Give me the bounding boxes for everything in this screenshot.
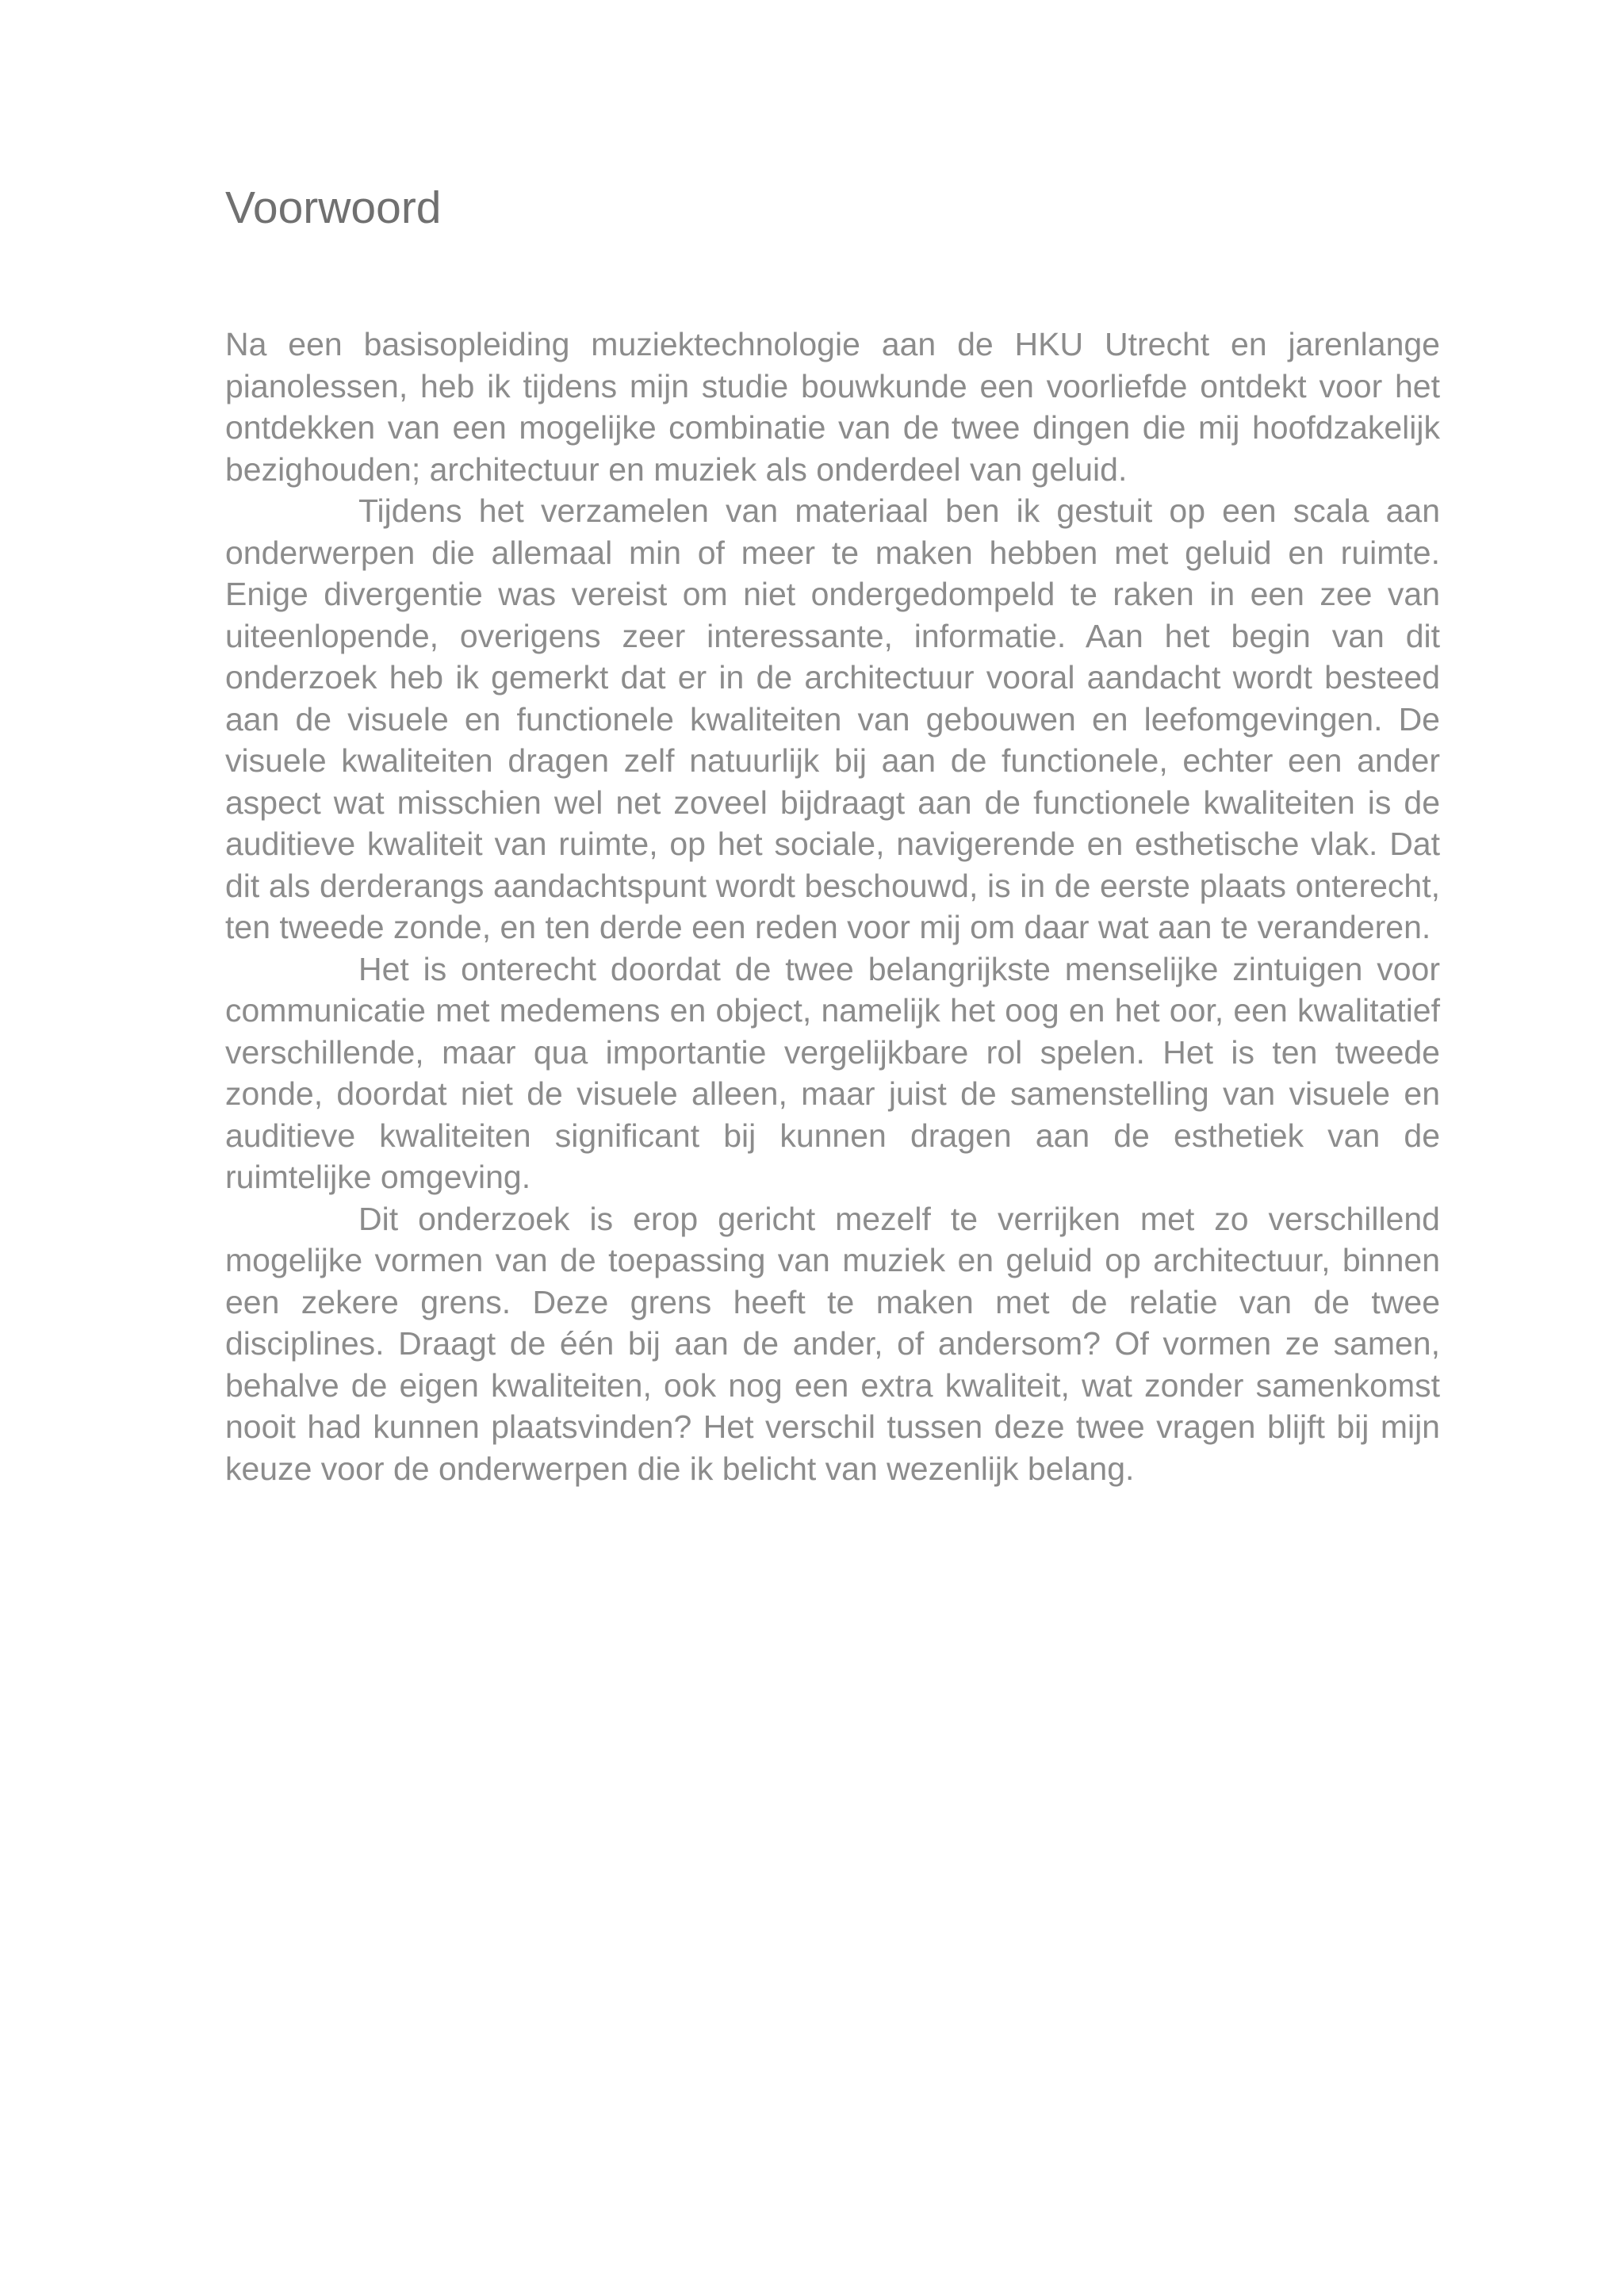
paragraph-1: Na een basisopleiding muziektechnologie aan de HKU Utrecht en jarenlange pianolessen, heb ik tijdens mijn studie bouwkunde een voorliefde ontdekt voor het ontdekken van een mogelijke combinatie van de twee dingen die mij hoofdzakelijk bezighouden; architectuur en muziek als onderdeel van geluid. — [225, 326, 1440, 488]
document-body — [225, 324, 1440, 1489]
paragraph-2: Tijdens het verzamelen van materiaal ben ik gestuit op een scala aan onderwerpen die allemaal min of meer te maken hebben met geluid en ruimte. Enige divergentie was vereist om niet ondergedompeld te raken in een zee van uiteenlopende, overigens zeer interessante, informatie. Aan het begin van dit onderzoek heb ik gemerkt dat er in de architectuur vooral aandacht wordt besteed aan de visuele en functionele kwaliteiten van gebouwen en leefomgevingen. De visuele kwaliteiten dragen zelf natuurlijk bij aan de functionele, echter een ander aspect wat misschien wel net zoveel bijdraagt aan de functionele kwaliteiten is de auditieve kwaliteit van ruimte, op het sociale, navigerende en esthetische vlak. Dat dit als derderangs aandachtspunt wordt beschouwd, is in de eerste plaats onterecht, ten tweede zonde, en ten derde een reden voor mij om daar wat aan te veranderen. — [225, 492, 1440, 945]
paragraph-4: Dit onderzoek is erop gericht mezelf te verrijken met zo verschillend mogelijke vormen van de toepassing van muziek en geluid op architectuur, binnen een zekere grens. Deze grens heeft te maken met de relatie van de twee disciplines. Draagt de één bij aan de ander, of andersom? Of vormen ze samen, behalve de eigen kwaliteiten, ook nog een extra kwaliteit, wat zonder samenkomst nooit had kunnen plaatsvinden? Het verschil tussen deze twee vragen blijft bij mijn keuze voor de onderwerpen die ik belicht van wezenlijk belang. — [225, 1200, 1440, 1487]
paragraph-3: Het is onterecht doordat de twee belangrijkste menselijke zintuigen voor communicatie met medemens en object, namelijk het oog en het oor, een kwalitatief verschillende, maar qua importantie vergelijkbare rol spelen. Het is ten tweede zonde, doordat niet de visuele alleen, maar juist de samenstelling van visuele en auditieve kwaliteiten significant bij kunnen dragen aan de esthetiek van de ruimtelijke omgeving. — [225, 950, 1440, 1195]
page-title: Voorwoord — [225, 182, 442, 233]
